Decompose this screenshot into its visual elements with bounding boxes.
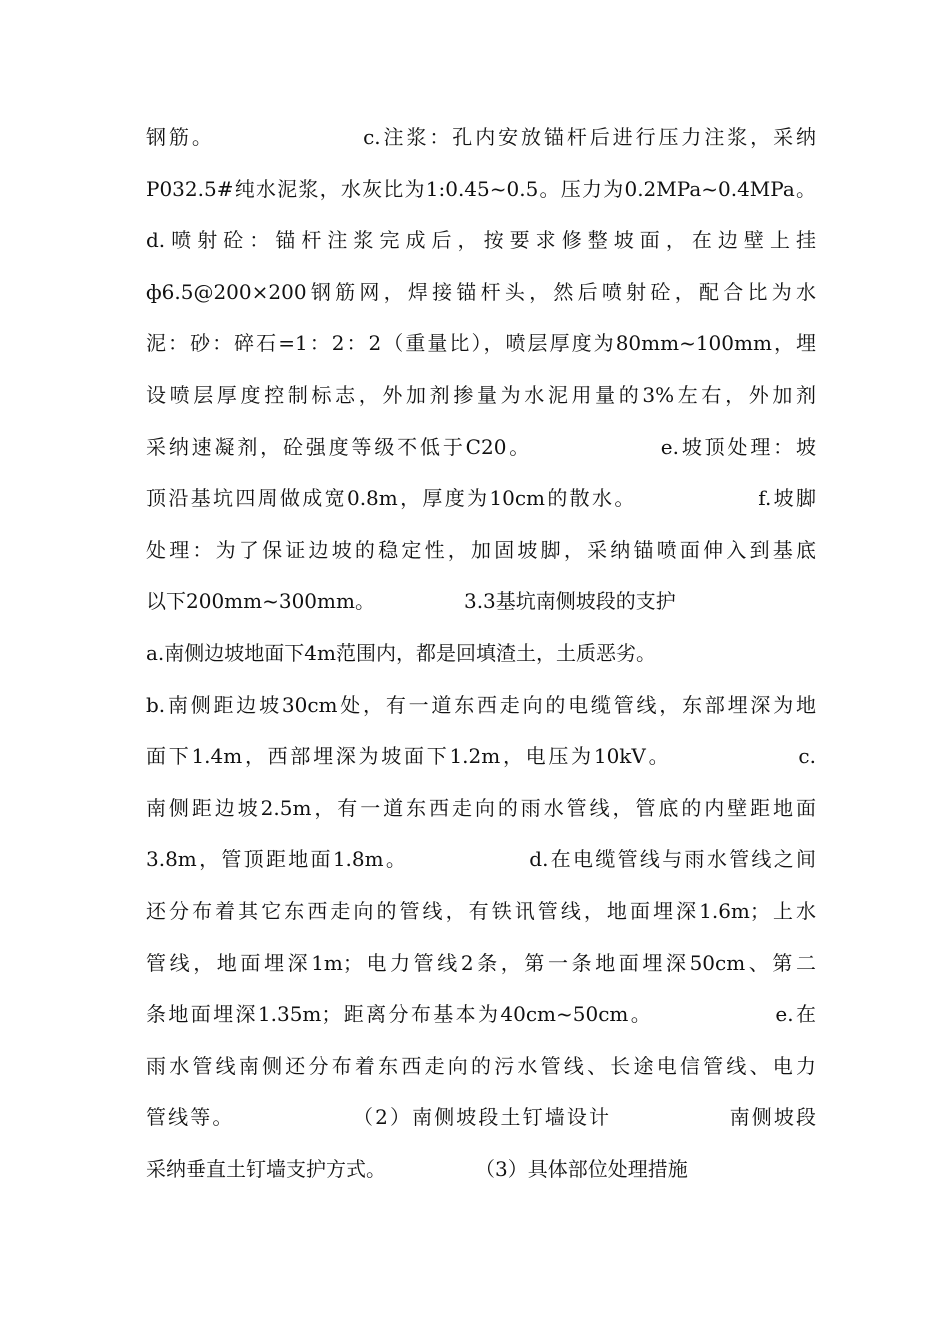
- text-line: 条地面埋深1.35m；距离分布基本为40cm~50cm。 e.在: [146, 1002, 816, 1027]
- text-line: 设喷层厚度控制标志，外加剂掺量为水泥用量的3%左右，外加剂: [146, 382, 816, 407]
- text-line: 管线，地面埋深1m；电力管线2条，第一条地面埋深50cm、第二: [146, 950, 816, 975]
- text-line: 南侧距边坡2.5m，有一道东西走向的雨水管线，管底的内壁距地面: [146, 795, 816, 820]
- text-line: 采纳速凝剂，砼强度等级不低于C20。 e.坡顶处理：坡: [146, 434, 816, 459]
- text-line: ф6.5@200×200钢筋网，焊接锚杆头，然后喷射砼，配合比为水: [146, 279, 816, 304]
- text-line: P032.5#纯水泥浆，水灰比为1:0.45~0.5。压力为0.2MPa~0.4MPa。: [146, 176, 816, 201]
- text-line: 管线等。 （2）南侧坡段土钉墙设计 南侧坡段: [146, 1105, 816, 1130]
- body-text: [146, 112, 816, 1195]
- text-line: 采纳垂直土钉墙支护方式。 （3）具体部位处理措施: [146, 1156, 688, 1181]
- text-line: 钢筋。 c.注浆：孔内安放锚杆后进行压力注浆，采纳: [146, 125, 816, 149]
- text-line: a.南侧边坡地面下4m范围内，都是回填渣土，土质恶劣。: [146, 640, 656, 665]
- text-line: b.南侧距边坡30cm处，有一道东西走向的电缆管线，东部埋深为地: [146, 692, 816, 717]
- text-line: 3.8m，管顶距地面1.8m。 d.在电缆管线与雨水管线之间: [146, 847, 816, 872]
- text-line: 还分布着其它东西走向的管线，有铁讯管线，地面埋深1.6m；上水: [146, 898, 816, 923]
- text-line: 雨水管线南侧还分布着东西走向的污水管线、长途电信管线、电力: [146, 1053, 816, 1078]
- text-line: 处理：为了保证边坡的稳定性，加固坡脚，采纳锚喷面伸入到基底: [146, 537, 816, 562]
- text-line: d.喷射砼：锚杆注浆完成后，按要求修整坡面，在边壁上挂: [146, 228, 816, 253]
- text-line: 面下1.4m，西部埋深为坡面下1.2m，电压为10kV。 c.: [146, 744, 816, 769]
- text-line: 以下200mm~300mm。 3.3基坑南侧坡段的支护: [146, 589, 676, 614]
- text-line: 泥：砂：碎石=1：2：2（重量比），喷层厚度为80mm~100mm，埋: [146, 331, 816, 356]
- text-line: 顶沿基坑四周做成宽0.8m，厚度为10cm的散水。 f.坡脚: [146, 486, 816, 511]
